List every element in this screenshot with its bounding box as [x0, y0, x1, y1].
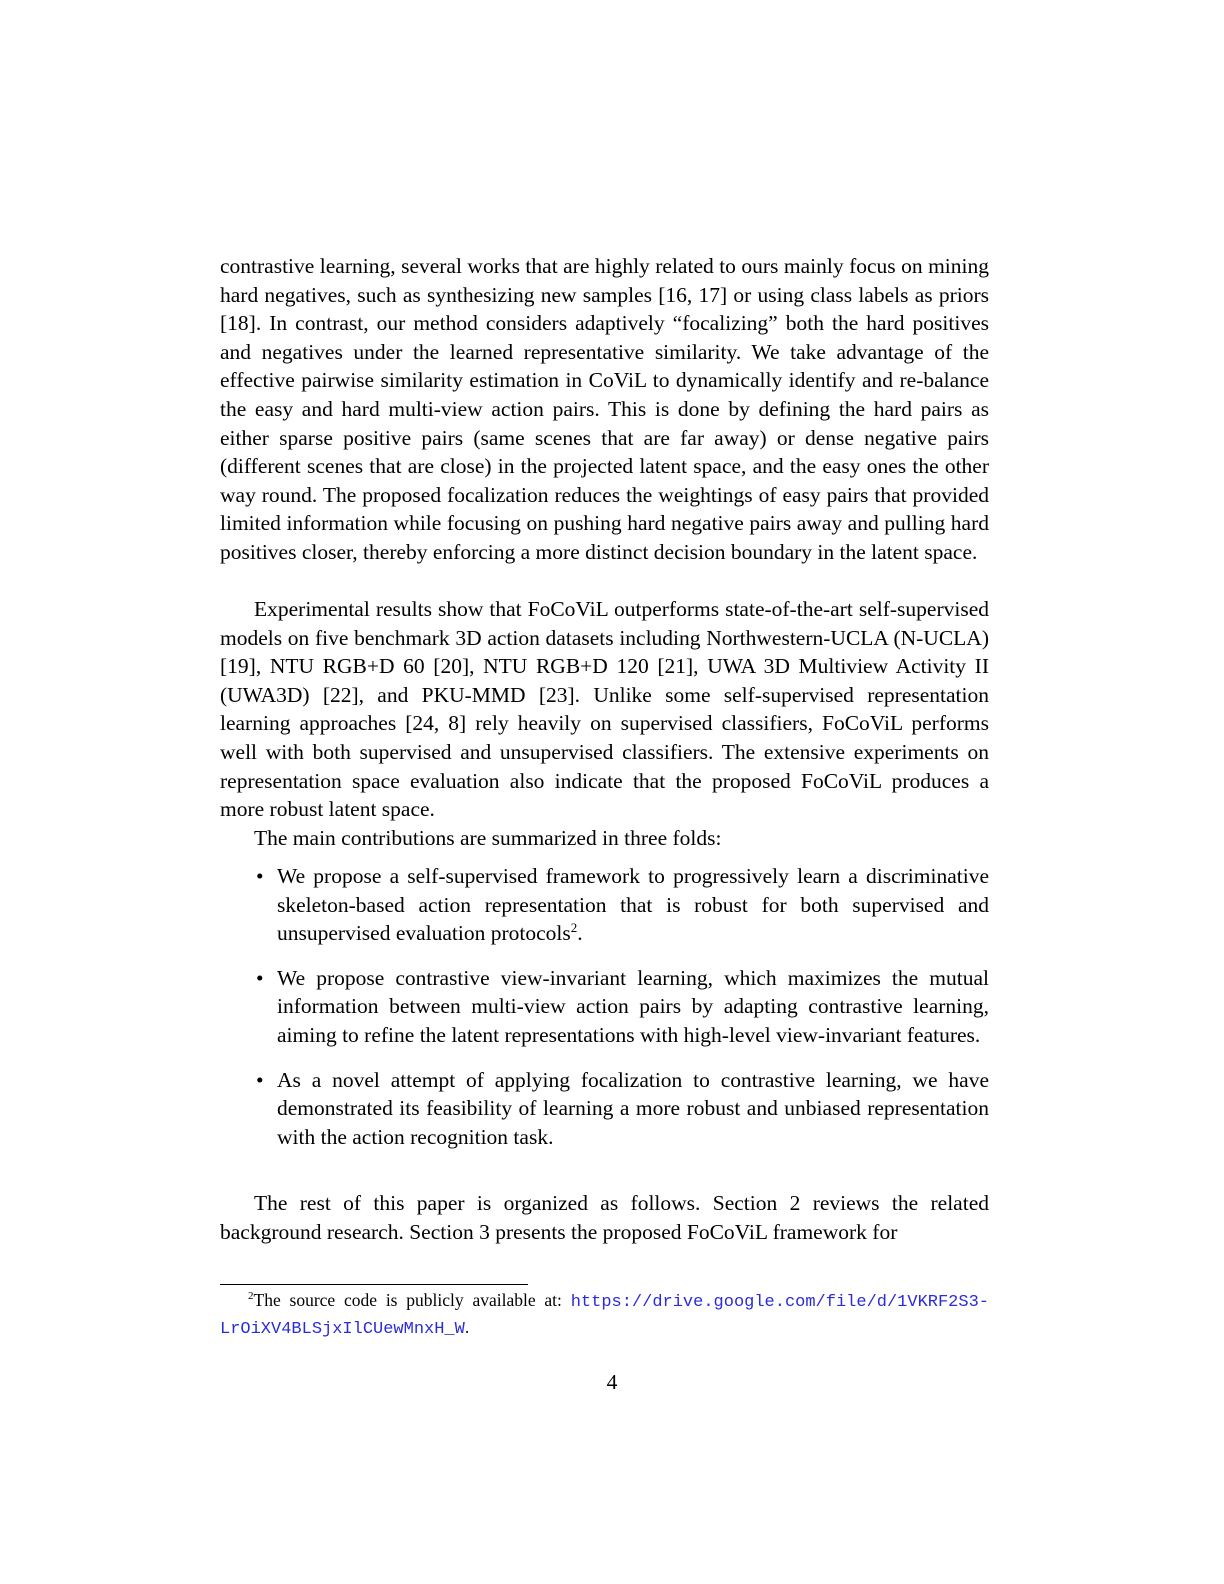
footnote-punctuation: .: [464, 1317, 470, 1337]
bullet-marker: •: [256, 864, 264, 888]
paragraph-contributions-lead: The main contributions are summarized in three folds:: [254, 826, 722, 850]
footnote-text: The source code is publicly available at:: [253, 1290, 571, 1310]
bullet-marker: •: [256, 1067, 264, 1092]
bullet-marker: •: [256, 965, 264, 990]
list-item-text: As a novel attempt of applying focalization to contrastive learning, we have demonstrated its feasibility of learning a more robust and unbiased representation with the action recognition task.: [277, 1067, 989, 1149]
list-item-text: We propose a self-supervised framework to progressively learn a discriminative skeleton-based action representation that is robust for both supervised and unsupervised evaluation protocols: [277, 864, 989, 946]
page-number: 4: [606, 1370, 618, 1394]
paragraph-intro-continuation: contrastive learning, several works that are highly related to ours mainly focus on mining hard negatives, such as synthesizing new samples [16, 17] or using class labels as priors [18]. In contrast, our method considers adaptively “focalizing” both the hard positives and negatives under the learned representative similarity. We take advantage of the effective pairwise similarity estimation in CoViL to dynamically identify and re-balance the easy and hard multi-view action pairs. This is done by defining the hard pairs as either sparse positive pairs (same scenes that are far away) or dense negative pairs (different scenes that are close) in the projected latent space, and the easy ones the other way round. The proposed focalization reduces the weightings of easy pairs that provided limited information while focusing on pushing hard negative pairs away and pulling hard positives closer, thereby enforcing a more distinct decision boundary in the latent space.: [220, 254, 989, 564]
list-item-punctuation: .: [577, 921, 583, 946]
footnote-reference[interactable]: 2: [570, 920, 578, 936]
list-item: [220, 964, 989, 1050]
paragraph-paper-organization: The rest of this paper is organized as follows. Section 2 reviews the related background research. Section 3 presents the proposed FoCoViL framework for: [220, 1191, 989, 1244]
list-item: [220, 1066, 989, 1152]
footnote: [220, 1288, 989, 1342]
footnote-marker: 2: [248, 1290, 254, 1302]
contributions-list: [220, 862, 989, 1167]
list-item-text: We propose contrastive view-invariant learning, which maximizes the mutual information between multi-view action pairs by adapting contrastive learning, aiming to refine the latent representations with high-level view-invariant features.: [277, 965, 989, 1047]
list-item: [220, 862, 989, 948]
footnote-indent: [220, 1290, 248, 1310]
footnote-divider: [220, 1284, 528, 1285]
source-code-link[interactable]: https://drive.google.com/file/d/1VKRF2S3-LrOiXV4BLSjxIlCUewMnxH_W: [220, 1293, 989, 1339]
paragraph-experimental-results: Experimental results show that FoCoViL outperforms state-of-the-art self-supervised models on five benchmark 3D action datasets including Northwestern-UCLA (N-UCLA) [19], NTU RGB+D 60 [20], NTU RGB+D 120 [21], UWA 3D Multiview Activity II (UWA3D) [22], and PKU-MMD [23]. Unlike some self-supervised representation learning approaches [24, 8] rely heavily on supervised classifiers, FoCoViL performs well with both supervised and unsupervised classifiers. The extensive experiments on representation space evaluation also indicate that the proposed FoCoViL produces a more robust latent space.: [220, 597, 989, 822]
